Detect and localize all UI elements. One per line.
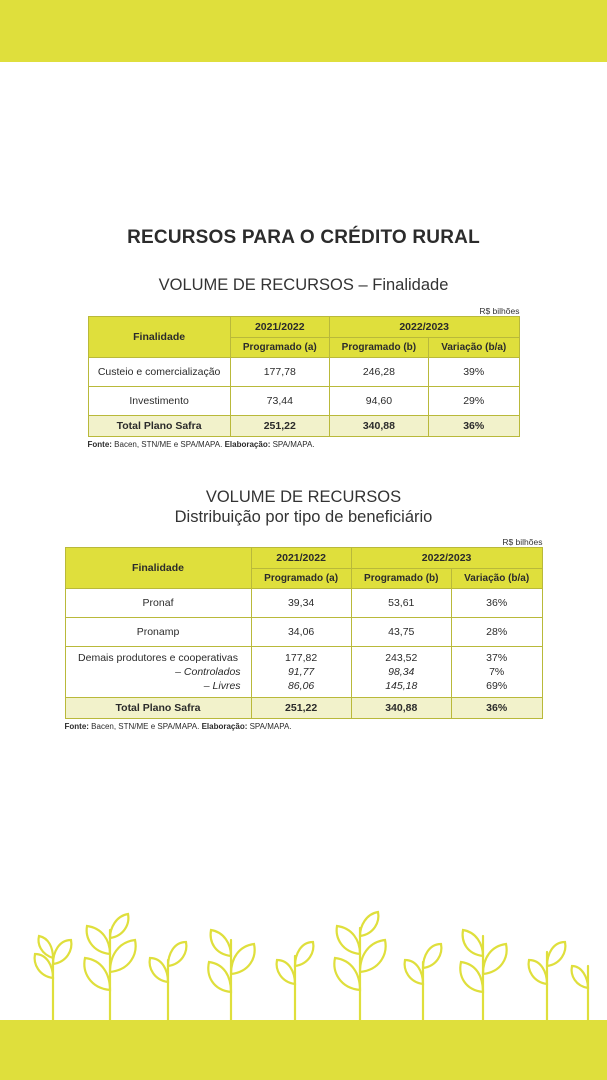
- header-group-2021: 2021/2022: [251, 547, 351, 568]
- table-header-row: [65, 547, 542, 568]
- row-value-b: 246,28: [329, 357, 428, 386]
- row-label: Custeio e comercialização: [88, 357, 230, 386]
- wheat-decoration: [0, 910, 607, 1020]
- page-title: RECURSOS PARA O CRÉDITO RURAL: [127, 227, 480, 248]
- table-header-row: [88, 316, 519, 337]
- section2-title-line1: VOLUME DE RECURSOS: [205, 487, 402, 506]
- table-row: [65, 617, 542, 646]
- table-total-row: [65, 698, 542, 719]
- value-livres: 145,18: [385, 680, 418, 693]
- total-label: Total Plano Safra: [88, 415, 230, 436]
- header-group-2022: 2022/2023: [351, 547, 542, 568]
- header-programado-a: Programado (a): [230, 337, 329, 357]
- total-label: Total Plano Safra: [65, 698, 251, 719]
- row-value-b: 53,61: [351, 588, 451, 617]
- header-programado-a: Programado (a): [251, 568, 351, 588]
- section2-source: [65, 722, 543, 731]
- value-controlados: 7%: [489, 666, 505, 679]
- value-livres: 69%: [486, 680, 508, 693]
- section2-unit-label: R$ bilhões: [502, 536, 543, 547]
- section2-title: [0, 487, 607, 528]
- source-value: Bacen, STN/ME e SPA/MAPA.: [88, 722, 202, 732]
- row-values-var: [451, 646, 542, 698]
- row-value-var: 28%: [451, 617, 542, 646]
- table-total-row: [88, 415, 519, 436]
- header-finalidade: Finalidade: [65, 547, 251, 588]
- header-finalidade: Finalidade: [88, 316, 230, 357]
- source-label: Fonte:: [87, 439, 112, 449]
- row-label: Pronamp: [65, 617, 251, 646]
- section2-table: [65, 547, 543, 720]
- row-value-a: 34,06: [251, 617, 351, 646]
- section1-source: [88, 440, 520, 449]
- wheat-illustration-svg: [0, 910, 607, 1020]
- source-label: Fonte:: [64, 722, 89, 732]
- total-value-a: 251,22: [230, 415, 329, 436]
- total-value-b: 340,88: [351, 698, 451, 719]
- bottom-color-band: [0, 1020, 607, 1080]
- row-value-a: 177,78: [230, 357, 329, 386]
- header-programado-b: Programado (b): [351, 568, 451, 588]
- table-row: [65, 588, 542, 617]
- row-value-b: 94,60: [329, 386, 428, 415]
- total-value-var: 36%: [428, 415, 519, 436]
- header-variacao: Variação (b/a): [451, 568, 542, 588]
- section2-title-line2: Distribuição por tipo de beneficiário: [174, 508, 433, 527]
- source-elab-label: Elaboração:: [201, 722, 248, 732]
- value-controlados: 91,77: [287, 666, 315, 679]
- row-values-b: [351, 646, 451, 698]
- header-group-2022: 2022/2023: [329, 316, 519, 337]
- source-elab-label: Elaboração:: [224, 439, 271, 449]
- row-value-a: 73,44: [230, 386, 329, 415]
- value-livres: 86,06: [287, 680, 315, 693]
- row-value-var: 29%: [428, 386, 519, 415]
- table-row-grouped: [65, 646, 542, 698]
- section1-table: [88, 316, 520, 437]
- source-elab-value: SPA/MAPA.: [247, 722, 292, 732]
- section1-table-wrap: [88, 306, 520, 449]
- row-label: Pronaf: [65, 588, 251, 617]
- top-color-band: [0, 0, 607, 62]
- row-label-main: Demais produtores e cooperativas: [78, 651, 238, 664]
- section2-table-wrap: [65, 537, 543, 732]
- row-values-a: [251, 646, 351, 698]
- section1-unit-label: R$ bilhões: [479, 305, 520, 316]
- total-value-a: 251,22: [251, 698, 351, 719]
- header-group-2021: 2021/2022: [230, 316, 329, 337]
- table-row: [88, 386, 519, 415]
- row-label: Investimento: [88, 386, 230, 415]
- row-label-sub-controlados: – Controlados: [175, 666, 241, 679]
- value-main: 243,52: [385, 651, 418, 664]
- source-value: Bacen, STN/ME e SPA/MAPA.: [111, 439, 225, 449]
- row-value-var: 36%: [451, 588, 542, 617]
- value-main: 177,82: [285, 651, 318, 664]
- row-value-b: 43,75: [351, 617, 451, 646]
- row-value-var: 39%: [428, 357, 519, 386]
- row-label-group: [65, 646, 251, 698]
- row-value-a: 39,34: [251, 588, 351, 617]
- total-value-b: 340,88: [329, 415, 428, 436]
- total-value-var: 36%: [451, 698, 542, 719]
- section1-title: VOLUME DE RECURSOS – Finalidade: [158, 276, 449, 294]
- table-row: [88, 357, 519, 386]
- page-content: [0, 62, 607, 731]
- value-main: 37%: [486, 651, 508, 664]
- source-elab-value: SPA/MAPA.: [270, 439, 315, 449]
- header-programado-b: Programado (b): [329, 337, 428, 357]
- header-variacao: Variação (b/a): [428, 337, 519, 357]
- row-label-sub-livres: – Livres: [203, 680, 241, 693]
- value-controlados: 98,34: [388, 666, 415, 679]
